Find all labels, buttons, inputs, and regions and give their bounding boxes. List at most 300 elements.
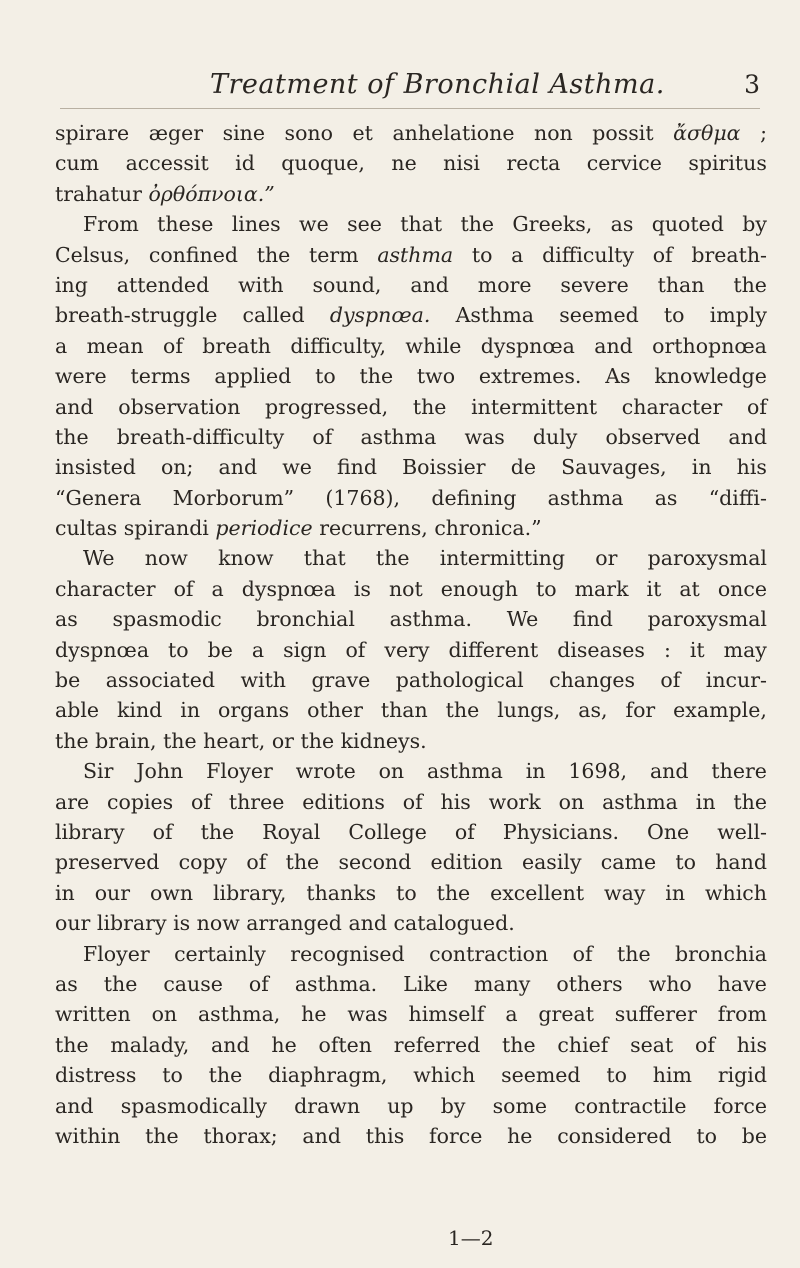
word: recognised bbox=[290, 941, 405, 966]
word: we bbox=[299, 212, 329, 237]
word: work bbox=[488, 789, 541, 814]
text-line bbox=[55, 1121, 767, 1151]
word: in bbox=[695, 789, 716, 814]
word: recurrens, bbox=[319, 516, 428, 541]
word: of bbox=[454, 819, 475, 844]
word: to bbox=[471, 242, 493, 267]
word: and bbox=[594, 333, 633, 358]
word: asthma. bbox=[294, 971, 378, 996]
word: on bbox=[378, 759, 405, 784]
word: Floyer bbox=[206, 759, 273, 784]
text-line bbox=[55, 361, 767, 391]
word: paroxysmal bbox=[647, 607, 767, 632]
word: and bbox=[55, 1093, 94, 1118]
word: of bbox=[660, 668, 681, 693]
word: Celsus, bbox=[55, 242, 131, 267]
text-line bbox=[55, 179, 767, 209]
word: to bbox=[162, 1063, 183, 1088]
word: than bbox=[657, 272, 705, 297]
word: of bbox=[345, 637, 366, 662]
word: associated bbox=[105, 668, 216, 693]
word: editions bbox=[302, 789, 385, 814]
word: From bbox=[83, 212, 139, 237]
paragraph bbox=[55, 543, 767, 756]
word: the bbox=[412, 394, 447, 419]
word: spiritus bbox=[688, 151, 767, 176]
word: different bbox=[448, 637, 539, 662]
word: diaphragm, bbox=[268, 1063, 388, 1088]
word: drawn bbox=[294, 1093, 361, 1118]
word: our bbox=[55, 911, 91, 936]
word: progressed, bbox=[265, 394, 389, 419]
text-line bbox=[55, 787, 767, 817]
word: he bbox=[507, 1123, 533, 1148]
text-line bbox=[55, 726, 767, 756]
text-line bbox=[55, 300, 767, 330]
word: as bbox=[610, 212, 634, 237]
word: his bbox=[440, 789, 471, 814]
word: excellent bbox=[490, 880, 585, 905]
word: arranged bbox=[246, 911, 342, 936]
word: of bbox=[152, 819, 173, 844]
text-line bbox=[55, 969, 767, 999]
word: bronchia bbox=[675, 941, 767, 966]
word: copy bbox=[178, 850, 228, 875]
word: periodice bbox=[215, 516, 313, 541]
text-line bbox=[55, 695, 767, 725]
word: asthma bbox=[360, 424, 437, 449]
word: character bbox=[55, 576, 156, 601]
word: sufferer bbox=[614, 1002, 697, 1027]
word: to bbox=[675, 850, 696, 875]
word: bronchial bbox=[256, 607, 355, 632]
word: the bbox=[359, 364, 394, 389]
word: see bbox=[347, 212, 382, 237]
word: at bbox=[679, 576, 700, 601]
word: Sir bbox=[83, 759, 114, 784]
word: of bbox=[312, 424, 333, 449]
word: and bbox=[348, 911, 388, 936]
text-line bbox=[55, 331, 767, 361]
word: sine bbox=[222, 121, 265, 145]
word: One bbox=[647, 819, 690, 844]
word: or bbox=[271, 728, 294, 753]
word: asthma, bbox=[197, 1002, 281, 1027]
word: the bbox=[55, 424, 89, 449]
text-line bbox=[55, 847, 767, 877]
word: asthma bbox=[427, 759, 503, 784]
word: it bbox=[646, 576, 662, 601]
text-line bbox=[55, 1091, 767, 1121]
word: with bbox=[240, 668, 287, 693]
word: his bbox=[736, 455, 767, 480]
word: “Genera bbox=[55, 485, 142, 510]
word: non bbox=[534, 121, 573, 145]
word: these bbox=[157, 212, 214, 237]
word: term bbox=[309, 242, 359, 267]
text-line bbox=[55, 392, 767, 422]
word: as bbox=[55, 607, 78, 632]
word: in bbox=[180, 698, 201, 723]
word: know bbox=[218, 546, 274, 571]
word: distress bbox=[55, 1063, 137, 1088]
word: find bbox=[337, 455, 377, 480]
word: the bbox=[163, 728, 197, 753]
word: of bbox=[652, 242, 673, 267]
word: John bbox=[136, 759, 184, 784]
paragraph bbox=[55, 209, 767, 543]
word: and bbox=[728, 424, 767, 449]
word: certainly bbox=[174, 941, 266, 966]
word: be bbox=[207, 637, 233, 662]
word: seat bbox=[630, 1032, 674, 1057]
word: dyspnœa bbox=[241, 576, 336, 601]
word: We bbox=[83, 546, 115, 571]
word: library, bbox=[212, 880, 287, 905]
text-line bbox=[55, 270, 767, 300]
word: of bbox=[248, 971, 269, 996]
word: who bbox=[648, 971, 692, 996]
word: and bbox=[218, 455, 258, 480]
word: hand bbox=[715, 850, 767, 875]
word: the bbox=[733, 272, 767, 297]
word: example, bbox=[673, 698, 767, 723]
word: there bbox=[711, 759, 767, 784]
word: with bbox=[238, 272, 284, 297]
word: up bbox=[387, 1093, 414, 1118]
word: a bbox=[505, 1002, 518, 1027]
word: catalogued. bbox=[393, 911, 515, 936]
word: contraction bbox=[429, 941, 549, 966]
word: able bbox=[55, 698, 100, 723]
word: Morborum” bbox=[172, 485, 295, 510]
header-rule bbox=[60, 108, 760, 109]
word: insisted bbox=[55, 455, 136, 480]
word: Boissier bbox=[402, 455, 486, 480]
word: may bbox=[723, 637, 767, 662]
word: terms bbox=[130, 364, 191, 389]
paragraph bbox=[55, 118, 767, 209]
word: the bbox=[445, 698, 480, 723]
word: called bbox=[242, 303, 305, 328]
word: character bbox=[621, 394, 723, 419]
word: of bbox=[572, 941, 593, 966]
word: incur- bbox=[705, 668, 767, 693]
word: breath-struggle bbox=[55, 303, 218, 328]
word: paroxysmal bbox=[647, 546, 767, 571]
word: great bbox=[538, 1002, 594, 1027]
word: are bbox=[55, 789, 90, 814]
word: ne bbox=[391, 151, 417, 176]
text-line bbox=[55, 878, 767, 908]
word: confined bbox=[148, 242, 239, 267]
word: applied bbox=[214, 364, 292, 389]
word: this bbox=[365, 1123, 405, 1148]
word: others bbox=[556, 971, 623, 996]
text-line bbox=[55, 604, 767, 634]
word: ὀρθόπνοια.” bbox=[148, 181, 275, 206]
word: duly bbox=[532, 424, 578, 449]
word: and bbox=[410, 272, 449, 297]
text-line bbox=[55, 483, 767, 513]
word: chronica.” bbox=[434, 516, 542, 541]
word: chief bbox=[557, 1032, 609, 1057]
word: trahatur bbox=[55, 181, 142, 206]
word: “diffi- bbox=[708, 485, 767, 510]
word: he bbox=[271, 1032, 297, 1057]
word: were bbox=[55, 364, 107, 389]
word: spasmodically bbox=[120, 1093, 267, 1118]
text-line bbox=[55, 939, 767, 969]
word: two bbox=[416, 364, 456, 389]
word: himself bbox=[408, 1002, 485, 1027]
word: æger bbox=[148, 121, 204, 145]
word: library bbox=[55, 819, 125, 844]
word: own bbox=[149, 880, 194, 905]
word: once bbox=[717, 576, 767, 601]
word: in bbox=[55, 880, 75, 905]
word: Royal bbox=[262, 819, 321, 844]
word: observed bbox=[605, 424, 701, 449]
word: find bbox=[572, 607, 613, 632]
word: of bbox=[246, 850, 267, 875]
text-line bbox=[55, 513, 767, 543]
text-line bbox=[55, 209, 767, 239]
word: that bbox=[303, 546, 346, 571]
word: force bbox=[713, 1093, 767, 1118]
text-line bbox=[55, 908, 767, 938]
word: wrote bbox=[295, 759, 356, 784]
word: College bbox=[348, 819, 427, 844]
word: and bbox=[649, 759, 689, 784]
word: the bbox=[617, 941, 651, 966]
paragraph bbox=[55, 756, 767, 938]
word: asthma. bbox=[389, 607, 473, 632]
word: the bbox=[285, 850, 320, 875]
word: and bbox=[302, 1123, 341, 1148]
word: our bbox=[94, 880, 131, 905]
word: of bbox=[747, 394, 767, 419]
word: difficulty, bbox=[290, 333, 387, 358]
word: cause bbox=[163, 971, 223, 996]
word: dyspnœa. bbox=[329, 303, 431, 328]
word: Asthma bbox=[455, 303, 535, 328]
word: id bbox=[235, 151, 255, 176]
word: ing bbox=[55, 272, 88, 297]
word: the bbox=[300, 728, 335, 753]
word: breath bbox=[202, 333, 272, 358]
word: a bbox=[511, 242, 524, 267]
text-line bbox=[55, 1060, 767, 1090]
word: within bbox=[55, 1123, 121, 1148]
word: quoque, bbox=[281, 151, 365, 176]
word: of bbox=[191, 789, 211, 814]
word: of bbox=[695, 1032, 715, 1057]
word: library bbox=[96, 911, 167, 936]
word: possit bbox=[592, 121, 654, 145]
word: have bbox=[717, 971, 767, 996]
text-line bbox=[55, 574, 767, 604]
word: other bbox=[307, 698, 363, 723]
word: which bbox=[704, 880, 767, 905]
word: cultas bbox=[55, 516, 118, 541]
word: in bbox=[525, 759, 546, 784]
text-line bbox=[55, 240, 767, 270]
word: anhelatione bbox=[392, 121, 515, 145]
word: heart, bbox=[203, 728, 266, 753]
word: the bbox=[200, 819, 235, 844]
word: diseases bbox=[557, 637, 645, 662]
word: intermittent bbox=[471, 394, 598, 419]
text-line bbox=[55, 118, 767, 148]
word: a bbox=[251, 637, 265, 662]
word: defining bbox=[431, 485, 517, 510]
word: sound, bbox=[312, 272, 382, 297]
word: knowledge bbox=[654, 364, 767, 389]
word: spirandi bbox=[123, 516, 209, 541]
word: a bbox=[55, 333, 68, 358]
word: lungs, bbox=[497, 698, 561, 723]
word: accessit bbox=[125, 151, 209, 176]
word: the bbox=[256, 242, 291, 267]
word: referred bbox=[393, 1032, 481, 1057]
word: was bbox=[347, 1002, 388, 1027]
word: extremes. bbox=[478, 364, 582, 389]
word: while bbox=[405, 333, 462, 358]
text-line bbox=[55, 635, 767, 665]
word: seemed bbox=[559, 303, 639, 328]
word: Like bbox=[403, 971, 448, 996]
word: of bbox=[402, 789, 423, 814]
word: to bbox=[315, 364, 336, 389]
text-line bbox=[55, 148, 767, 178]
word: pathological bbox=[395, 668, 524, 693]
word: from bbox=[717, 1002, 767, 1027]
word: recta bbox=[506, 151, 561, 176]
word: 1698, bbox=[568, 759, 628, 784]
word: is bbox=[173, 911, 191, 936]
word: as bbox=[55, 971, 78, 996]
word: the bbox=[145, 1123, 179, 1148]
word: easily bbox=[521, 850, 582, 875]
word: we bbox=[282, 455, 312, 480]
word: ; bbox=[760, 121, 767, 145]
text-line bbox=[55, 452, 767, 482]
word: the bbox=[103, 971, 138, 996]
word: cervice bbox=[586, 151, 662, 176]
word: : bbox=[663, 637, 671, 662]
word: asthma bbox=[602, 789, 678, 814]
word: on; bbox=[160, 455, 194, 480]
word: quoted bbox=[651, 212, 724, 237]
word: him bbox=[652, 1063, 692, 1088]
word: to bbox=[168, 637, 189, 662]
running-head bbox=[60, 68, 760, 102]
word: Floyer bbox=[83, 941, 150, 966]
text-line bbox=[55, 665, 767, 695]
word: more bbox=[477, 272, 532, 297]
word: thanks bbox=[306, 880, 377, 905]
word: or bbox=[595, 546, 618, 571]
word: way bbox=[604, 880, 646, 905]
word: the bbox=[436, 880, 471, 905]
word: force bbox=[429, 1123, 483, 1148]
word: spasmodic bbox=[112, 607, 222, 632]
word: well- bbox=[717, 819, 767, 844]
word: the bbox=[460, 212, 495, 237]
word: his bbox=[736, 1032, 767, 1057]
word: asthma bbox=[547, 485, 624, 510]
body-text bbox=[55, 118, 767, 1151]
word: seemed bbox=[501, 1063, 581, 1088]
word: and bbox=[211, 1032, 250, 1057]
word: not bbox=[388, 576, 423, 601]
page-number: 3 bbox=[744, 70, 760, 99]
word: in bbox=[665, 880, 686, 905]
text-line bbox=[55, 422, 767, 452]
word: thorax; bbox=[203, 1123, 278, 1148]
word: organs bbox=[217, 698, 290, 723]
word: it bbox=[689, 637, 705, 662]
word: the bbox=[733, 789, 767, 814]
word: many bbox=[473, 971, 531, 996]
signature-mark: 1—2 bbox=[448, 1226, 494, 1250]
paragraph bbox=[55, 939, 767, 1152]
word: asthma bbox=[377, 242, 454, 267]
word: lines bbox=[231, 212, 281, 237]
word: severe bbox=[560, 272, 629, 297]
word: to bbox=[396, 880, 417, 905]
word: to bbox=[663, 303, 685, 328]
word: mark bbox=[574, 576, 629, 601]
word: was bbox=[464, 424, 505, 449]
word: written bbox=[55, 1002, 131, 1027]
word: he bbox=[301, 1002, 327, 1027]
word: nisi bbox=[443, 151, 480, 176]
word: the bbox=[55, 1032, 89, 1057]
word: copies bbox=[107, 789, 174, 814]
word: dyspnœa bbox=[480, 333, 575, 358]
word: edition bbox=[430, 850, 503, 875]
word: imply bbox=[709, 303, 767, 328]
word: spirare bbox=[55, 121, 130, 145]
word: the bbox=[502, 1032, 536, 1057]
word: Physicians. bbox=[502, 819, 620, 844]
word: sign bbox=[283, 637, 327, 662]
word: is bbox=[353, 576, 371, 601]
word: de bbox=[510, 455, 536, 480]
word: of bbox=[173, 576, 194, 601]
word: to bbox=[606, 1063, 627, 1088]
word: to bbox=[536, 576, 557, 601]
word: be bbox=[55, 668, 81, 693]
word: difficulty bbox=[542, 242, 634, 267]
word: et bbox=[352, 121, 373, 145]
text-line bbox=[55, 999, 767, 1029]
word: kind bbox=[117, 698, 163, 723]
word: the bbox=[375, 546, 410, 571]
word: breath-difficulty bbox=[116, 424, 285, 449]
word: We bbox=[506, 607, 539, 632]
word: than bbox=[380, 698, 428, 723]
text-line bbox=[55, 756, 767, 786]
word: second bbox=[338, 850, 412, 875]
word: mean bbox=[86, 333, 144, 358]
word: for bbox=[625, 698, 656, 723]
word: came bbox=[600, 850, 657, 875]
word: attended bbox=[116, 272, 210, 297]
word: by bbox=[742, 212, 767, 237]
